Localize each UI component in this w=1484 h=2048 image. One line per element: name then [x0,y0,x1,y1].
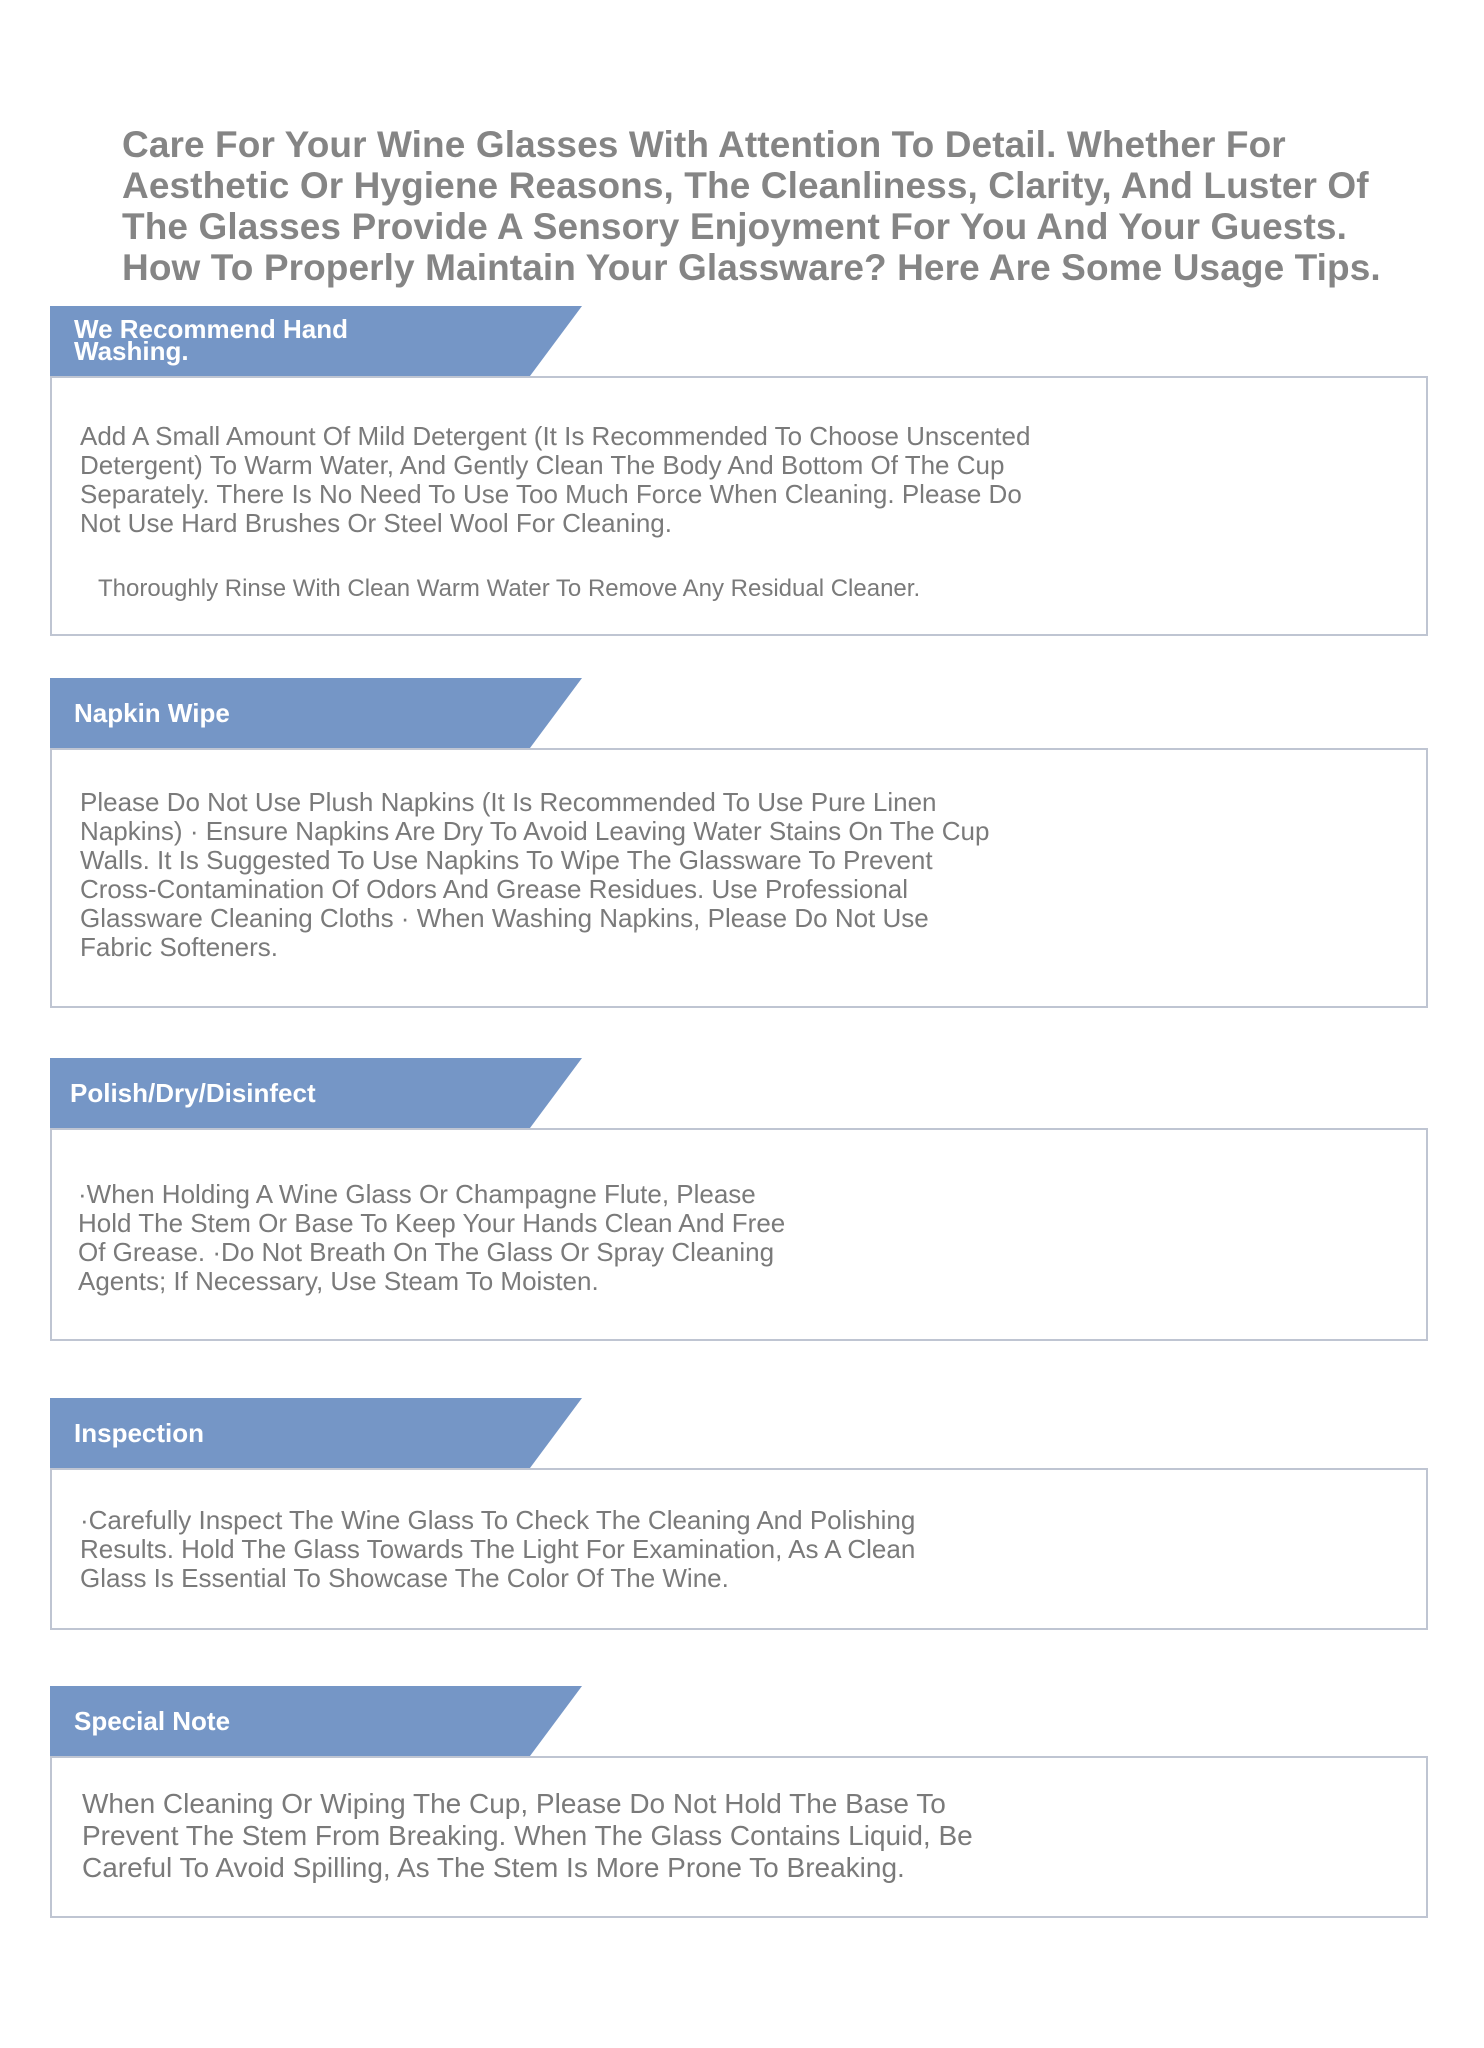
section-polish-dry-disinfect [50,1058,1428,1341]
section-paragraph: Please Do Not Use Plush Napkins (It Is Recommended To Use Pure Linen Napkins) · Ensure Napkins Are Dry To Avoid Leaving Water Stains On The Cup Walls. It Is Suggested To Use Napkins To Wipe The Glassware To Prevent Cross-Contamination Of Odors And Grease Residues. Use Professional Glassware Cleaning Cloths · When Washing Napkins, Please Do Not Use Fabric Softeners. [80,787,990,962]
section-paragraph: ·Carefully Inspect The Wine Glass To Check The Cleaning And Polishing Results. Hold The Glass Towards The Light For Examination, As A Clean Glass Is Essential To Showcase The Color Of The Wine. [80,1505,916,1593]
section-inspection [50,1398,1428,1630]
section-paragraph: Add A Small Amount Of Mild Detergent (It Is Recommended To Choose Unscented Detergent) To Warm Water, And Gently Clean The Body And Bottom Of The Cup Separately. There Is No Need To Use Too Much Force When Cleaning. Please Do Not Use Hard Brushes Or Steel Wool For Cleaning. [80,421,1031,538]
section-tab-corner [530,1398,582,1468]
section-special-note [50,1686,1428,1918]
section-content-box [50,1128,1428,1341]
section-paragraph: When Cleaning Or Wiping The Cup, Please Do Not Hold The Base To Prevent The Stem From Breaking. When The Glass Contains Liquid, Be Careful To Avoid Spilling, As The Stem Is More Prone To Breaking. [82,1788,973,1883]
section-paragraph: Thoroughly Rinse With Clean Warm Water To Remove Any Residual Cleaner. [98,575,921,602]
section-tab-corner [530,1686,582,1756]
section-content-box [50,1468,1428,1630]
section-content-box [50,748,1428,1008]
intro-text: Care For Your Wine Glasses With Attention To Detail. Whether For Aesthetic Or Hygiene Reasons, The Cleanliness, Clarity, And Luster Of The Glasses Provide A Sensory Enjoyment For You And Your Guests. How To Properly Maintain Your Glassware? Here Are Some Usage Tips. [122,124,1381,288]
section-title: Napkin Wipe [74,698,230,728]
section-content-box [50,1756,1428,1918]
section-content-box [50,376,1428,636]
section-title: We Recommend Hand Washing. [74,314,349,366]
section-tab-corner [530,678,582,748]
section-napkin-wipe [50,678,1428,1008]
section-paragraph: ·When Holding A Wine Glass Or Champagne Flute, Please Hold The Stem Or Base To Keep Your Hands Clean And Free Of Grease. ·Do Not Breath On The Glass Or Spray Cleaning Agents; If Necessary, Use Steam To Moisten. [78,1179,786,1296]
section-title: Inspection [74,1418,205,1448]
section-tab-corner [530,1058,582,1128]
section-title: Polish/Dry/Disinfect [70,1078,316,1108]
section-hand-washing [50,306,1428,636]
section-tab-corner [530,306,582,376]
section-title: Special Note [74,1706,231,1736]
